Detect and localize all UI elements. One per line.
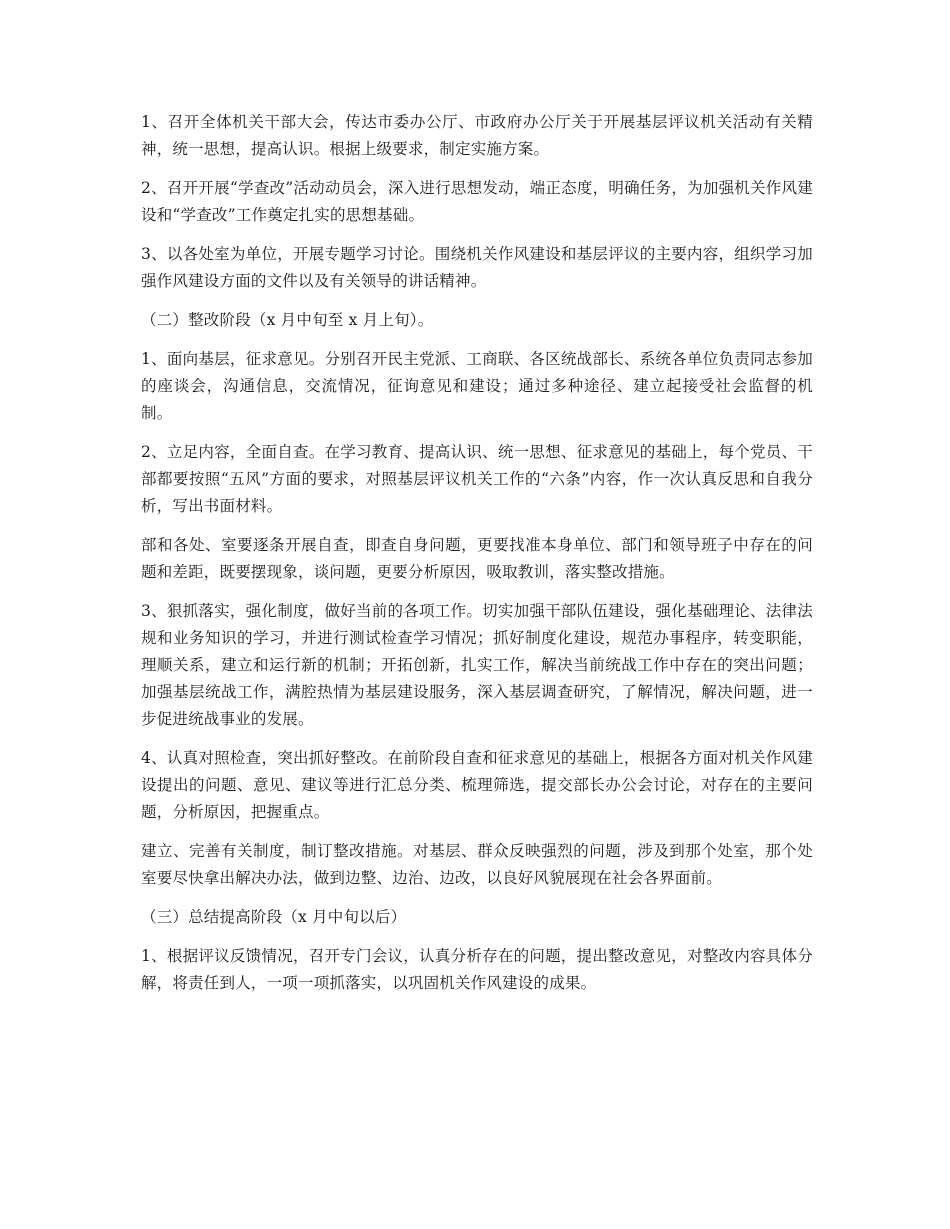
section-heading-summary: （三）总结提高阶段（x 月中旬以后） bbox=[141, 908, 407, 926]
document-page bbox=[141, 109, 813, 1009]
paragraph-2: 2、召开开展“学查改”活动动员会，深入进行思想发动，端正态度，明确任务，为加强机关作风建设和“学查改”工作奠定扎实的思想基础。 bbox=[141, 179, 813, 224]
paragraph-4: 1、面向基层，征求意见。分别召开民主党派、工商联、各区统战部长、系统各单位负责同志参加的座谈会，沟通信息，交流情况，征询意见和建设；通过多种途径、建立起接受社会监督的机制。 bbox=[141, 350, 813, 422]
paragraph-1: 1、召开全体机关干部大会，传达市委办公厅、市政府办公厅关于开展基层评议机关活动有关精神，统一思想，提高认识。根据上级要求，制定实施方案。 bbox=[141, 113, 813, 158]
paragraph-3: 3、以各处室为单位，开展专题学习讨论。围绕机关作风建设和基层评议的主要内容，组织学习加强作风建设方面的文件以及有关领导的讲话精神。 bbox=[141, 245, 813, 290]
paragraph-10: 1、根据评议反馈情况，召开专门会议，认真分析存在的问题，提出整改意见，对整改内容具体分解，将责任到人，一项一项抓落实，以巩固机关作风建设的成果。 bbox=[141, 947, 813, 992]
paragraph-8: 4、认真对照检查，突出抓好整改。在前阶段自查和征求意见的基础上，根据各方面对机关作风建设提出的问题、意见、建议等进行汇总分类、梳理筛选，提交部长办公会讨论，对存在的主要问题，分析原因，把握重点。 bbox=[141, 749, 813, 821]
section-heading-rectification: （二）整改阶段（x 月中旬至 x 月上旬）。 bbox=[141, 311, 434, 329]
paragraph-6: 部和各处、室要逐条开展自查，即查自身问题，更要找准本身单位、部门和领导班子中存在的问题和差距，既要摆现象，谈问题，更要分析原因，吸取教训，落实整改措施。 bbox=[141, 536, 813, 581]
paragraph-5: 2、立足内容，全面自查。在学习教育、提高认识、统一思想、征求意见的基础上，每个党员、干部都要按照“五风”方面的要求，对照基层评议机关工作的“六条”内容，作一次认真反思和自我分析，写出书面材料。 bbox=[141, 443, 813, 515]
paragraph-7: 3、狠抓落实，强化制度，做好当前的各项工作。切实加强干部队伍建设，强化基础理论、法律法规和业务知识的学习，并进行测试检查学习情况；抓好制度化建设，规范办事程序，转变职能，理顺关系，建立和运行新的机制；开拓创新，扎实工作，解决当前统战工作中存在的突出问题；加强基层统战工作，满腔热情为基层建设服务，深入基层调查研究，了解情况，解决问题，进一步促进统战事业的发展。 bbox=[141, 602, 813, 728]
paragraph-9: 建立、完善有关制度，制订整改措施。对基层、群众反映强烈的问题，涉及到那个处室，那个处室要尽快拿出解决办法，做到边整、边治、边改，以良好风貌展现在社会各界面前。 bbox=[141, 842, 813, 887]
